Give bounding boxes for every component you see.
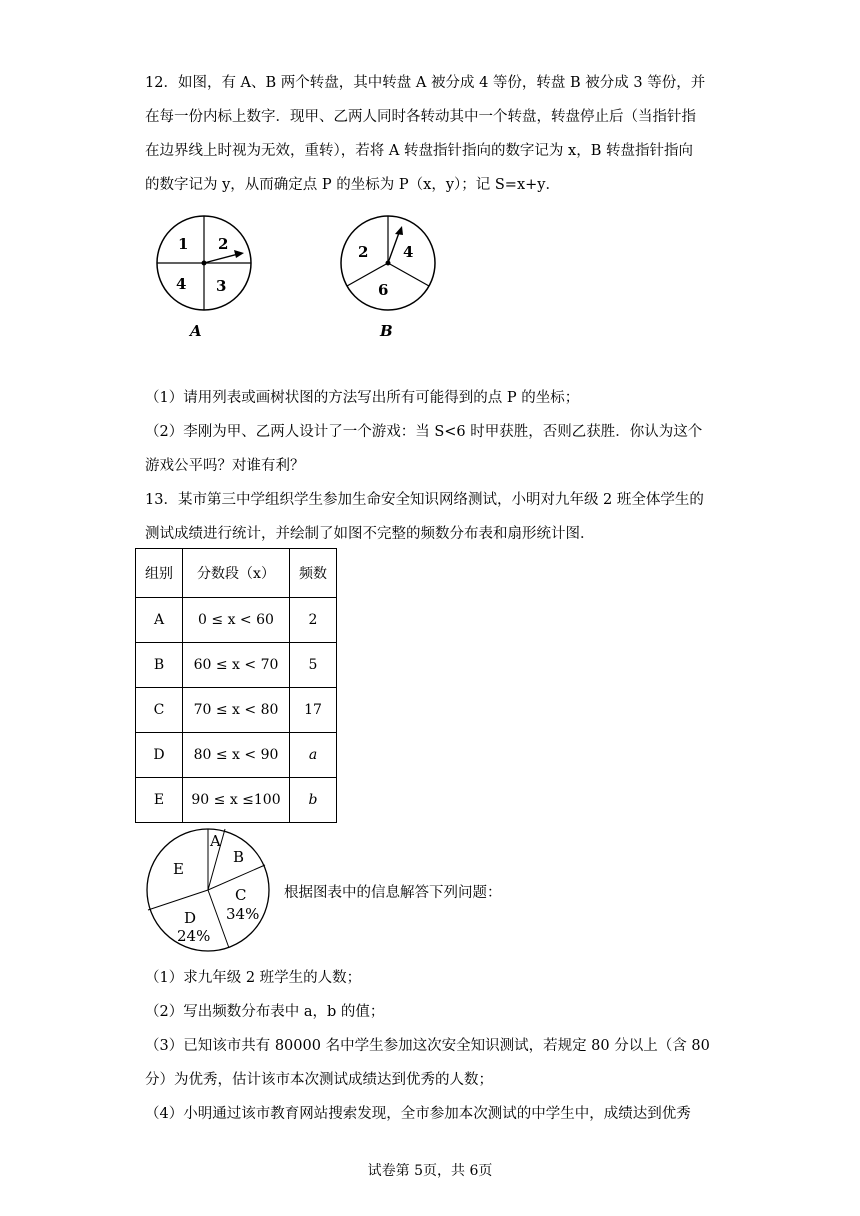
pie-label-d: D [184, 909, 197, 927]
cell-group: D [136, 733, 183, 778]
pie-label-c: C [235, 886, 247, 904]
pie-caption: 根据图表中的信息解答下列问题： [284, 885, 502, 901]
cell-group: E [136, 778, 183, 823]
spinner-b-num-6: 6 [378, 281, 389, 299]
pie-label-a: A [210, 832, 221, 850]
table-row [136, 733, 337, 778]
pie-label-e: E [173, 860, 184, 878]
pie-label-d-pct: 24% [177, 927, 211, 945]
q13-intro-line-1: 13．某市第三中学组织学生参加生命安全知识网络测试，小明对九年级 2 班全体学生的 [145, 492, 704, 508]
header-score-range: 分数段（x） [183, 549, 290, 598]
q12-line-1: 12．如图，有 A、B 两个转盘，其中转盘 A 被分成 4 等份，转盘 B 被分成 3 等份，并 [145, 75, 706, 91]
spinner-a-num-2: 2 [218, 235, 229, 253]
q13-sub3-line-1: （3）已知该市共有 80000 名中学生参加这次安全知识测试，若规定 80 分以上（含 80 [145, 1038, 710, 1054]
spinner-b-caption: B [380, 322, 393, 340]
cell-range: 60 ≤ x < 70 [183, 643, 290, 688]
cell-range: 0 ≤ x < 60 [183, 598, 290, 643]
q13-sub4: （4）小明通过该市教育网站搜索发现，全市参加本次测试的中学生中，成绩达到优秀 [145, 1106, 691, 1122]
q12-line-2: 在每一份内标上数字．现甲、乙两人同时各转动其中一个转盘，转盘停止后（当指针指 [145, 109, 696, 125]
q13-sub2: （2）写出频数分布表中 a，b 的值； [145, 1004, 385, 1020]
q12-sub2-line-1: （2）李刚为甲、乙两人设计了一个游戏：当 S<6 时甲获胜，否则乙获胜．你认为这个 [145, 424, 703, 440]
q12-sub1: （1）请用列表或画树状图的方法写出所有可能得到的点 P 的坐标； [145, 390, 580, 406]
cell-group: A [136, 598, 183, 643]
frequency-table [135, 548, 337, 823]
q13-sub1: （1）求九年级 2 班学生的人数； [145, 970, 362, 986]
cell-range: 70 ≤ x < 80 [183, 688, 290, 733]
spinner-b-num-2: 2 [358, 243, 369, 261]
q12-line-3: 在边界线上时视为无效，重转），若将 A 转盘指针指向的数字记为 x，B 转盘指针指向 [145, 143, 693, 159]
cell-frequency: a [290, 733, 337, 778]
header-frequency: 频数 [290, 549, 337, 598]
page-footer: 试卷第 5页，共 6页 [367, 1163, 493, 1179]
table-row [136, 778, 337, 823]
table-row [136, 598, 337, 643]
cell-group: B [136, 643, 183, 688]
spinner-a [154, 213, 254, 313]
spinner-b-num-4: 4 [403, 243, 414, 261]
spinner-b [338, 213, 438, 313]
cell-frequency: 17 [290, 688, 337, 733]
q13-intro-line-2: 测试成绩进行统计，并绘制了如图不完整的频数分布表和扇形统计图． [145, 526, 595, 542]
table-header-row [136, 549, 337, 598]
cell-group: C [136, 688, 183, 733]
q12-sub2-line-2: 游戏公平吗？对谁有利？ [145, 458, 305, 474]
pie-label-c-pct: 34% [226, 905, 260, 923]
cell-frequency: b [290, 778, 337, 823]
q13-sub3-line-2: 分）为优秀，估计该市本次测试成绩达到优秀的人数； [145, 1072, 493, 1088]
cell-frequency: 2 [290, 598, 337, 643]
spinner-a-num-4: 4 [176, 275, 187, 293]
table-row [136, 643, 337, 688]
pie-label-b: B [233, 848, 245, 866]
cell-range: 90 ≤ x ≤100 [183, 778, 290, 823]
spinner-a-num-3: 3 [216, 277, 227, 295]
header-group: 组别 [136, 549, 183, 598]
spinner-a-num-1: 1 [178, 235, 189, 253]
q12-line-4: 的数字记为 y，从而确定点 P 的坐标为 P（x，y）；记 S=x+y． [145, 177, 560, 193]
pie-chart [143, 828, 273, 956]
spinner-a-caption: A [190, 322, 202, 340]
cell-range: 80 ≤ x < 90 [183, 733, 290, 778]
cell-frequency: 5 [290, 643, 337, 688]
table-row [136, 688, 337, 733]
